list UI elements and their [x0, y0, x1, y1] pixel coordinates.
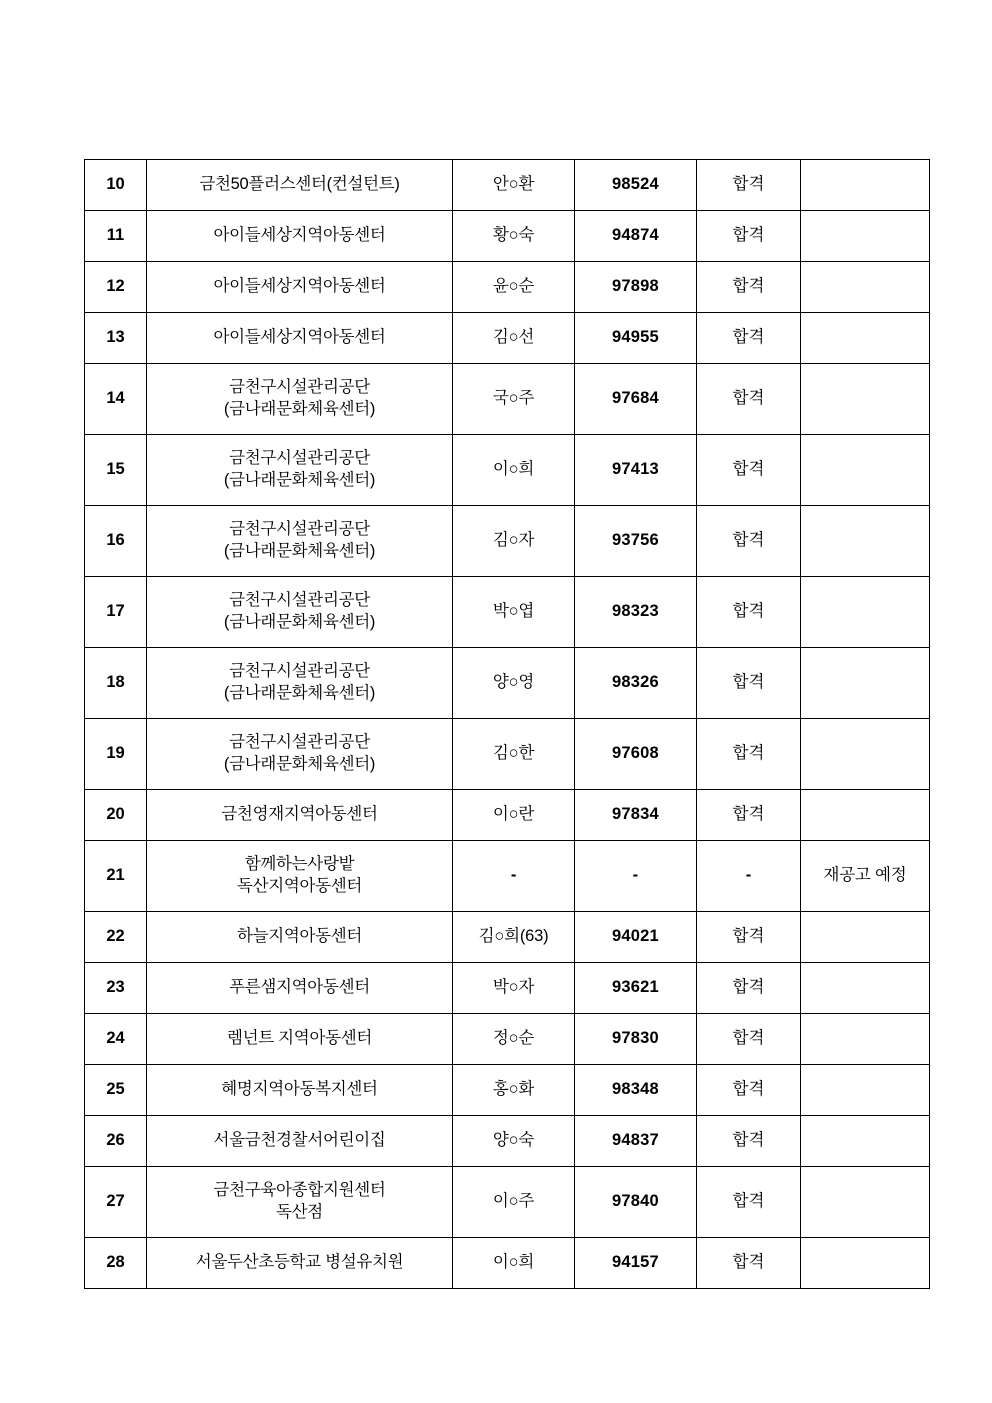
cell-code: 93621 — [575, 963, 697, 1014]
cell-note — [801, 1238, 930, 1289]
cell-name: 박○엽 — [453, 577, 575, 648]
cell-result: 합격 — [697, 963, 801, 1014]
cell-name: 윤○순 — [453, 262, 575, 313]
cell-result: 합격 — [697, 1238, 801, 1289]
cell-no: 20 — [85, 790, 147, 841]
cell-code: 97834 — [575, 790, 697, 841]
table-row — [85, 841, 930, 912]
organization-line-1: 금천구시설관리공단 — [229, 591, 370, 610]
cell-name: 박○자 — [453, 963, 575, 1014]
cell-name: 김○희(63) — [453, 912, 575, 963]
cell-result: 합격 — [697, 364, 801, 435]
organization-line-2: (금나래문화체육센터) — [223, 613, 376, 631]
cell-note — [801, 1014, 930, 1065]
table-row — [85, 1167, 930, 1238]
cell-note — [801, 435, 930, 506]
organization-line-2: 독산점 — [276, 1203, 323, 1221]
cell-no: 16 — [85, 506, 147, 577]
cell-name: 이○주 — [453, 1167, 575, 1238]
cell-organization — [147, 841, 453, 912]
cell-note — [801, 790, 930, 841]
organization-line-1: 금천구시설관리공단 — [229, 520, 370, 539]
cell-code: 97898 — [575, 262, 697, 313]
cell-organization: 하늘지역아동센터 — [147, 912, 453, 963]
table-row — [85, 648, 930, 719]
organization-line-2: (금나래문화체육센터) — [223, 684, 376, 702]
cell-code: - — [575, 841, 697, 912]
cell-no: 19 — [85, 719, 147, 790]
cell-organization: 아이들세상지역아동센터 — [147, 313, 453, 364]
table-row — [85, 211, 930, 262]
cell-name: 홍○화 — [453, 1065, 575, 1116]
results-table — [84, 159, 930, 1289]
cell-note — [801, 1065, 930, 1116]
cell-result: 합격 — [697, 313, 801, 364]
cell-name: 김○한 — [453, 719, 575, 790]
cell-result: 합격 — [697, 648, 801, 719]
cell-note — [801, 262, 930, 313]
cell-name: 정○순 — [453, 1014, 575, 1065]
cell-name: 황○숙 — [453, 211, 575, 262]
cell-code: 97840 — [575, 1167, 697, 1238]
organization-line-2: (금나래문화체육센터) — [223, 471, 376, 489]
cell-name: 김○선 — [453, 313, 575, 364]
cell-code: 98323 — [575, 577, 697, 648]
cell-organization: 금천영재지역아동센터 — [147, 790, 453, 841]
cell-code: 94837 — [575, 1116, 697, 1167]
cell-organization: 서울두산초등학교 병설유치원 — [147, 1238, 453, 1289]
table-row — [85, 1238, 930, 1289]
cell-no: 23 — [85, 963, 147, 1014]
cell-name: 이○란 — [453, 790, 575, 841]
cell-no: 26 — [85, 1116, 147, 1167]
cell-no: 13 — [85, 313, 147, 364]
cell-note — [801, 963, 930, 1014]
organization-line-2: (금나래문화체육센터) — [223, 400, 376, 418]
cell-result: 합격 — [697, 262, 801, 313]
cell-name: 김○자 — [453, 506, 575, 577]
table-row — [85, 262, 930, 313]
cell-no: 11 — [85, 211, 147, 262]
table-row — [85, 364, 930, 435]
cell-organization — [147, 506, 453, 577]
table-row — [85, 577, 930, 648]
cell-result: - — [697, 841, 801, 912]
cell-code: 97830 — [575, 1014, 697, 1065]
cell-note — [801, 577, 930, 648]
organization-line-1: 금천구시설관리공단 — [229, 662, 370, 681]
cell-result: 합격 — [697, 577, 801, 648]
cell-organization — [147, 364, 453, 435]
cell-note — [801, 160, 930, 211]
organization-line-2: (금나래문화체육센터) — [223, 755, 376, 773]
cell-no: 17 — [85, 577, 147, 648]
cell-result: 합격 — [697, 1065, 801, 1116]
table-row — [85, 1065, 930, 1116]
cell-result: 합격 — [697, 1167, 801, 1238]
cell-no: 10 — [85, 160, 147, 211]
results-table-container — [84, 159, 929, 1289]
cell-note — [801, 364, 930, 435]
cell-result: 합격 — [697, 211, 801, 262]
cell-note — [801, 912, 930, 963]
cell-organization: 아이들세상지역아동센터 — [147, 262, 453, 313]
cell-organization: 금천50플러스센터(컨설턴트) — [147, 160, 453, 211]
cell-result: 합격 — [697, 1116, 801, 1167]
table-row — [85, 435, 930, 506]
cell-note — [801, 313, 930, 364]
organization-line-1: 금천구시설관리공단 — [229, 378, 370, 397]
cell-code: 93756 — [575, 506, 697, 577]
organization-line-1: 금천구시설관리공단 — [229, 733, 370, 752]
cell-no: 14 — [85, 364, 147, 435]
cell-note — [801, 506, 930, 577]
table-row — [85, 1014, 930, 1065]
cell-organization — [147, 1167, 453, 1238]
cell-code: 94874 — [575, 211, 697, 262]
cell-result: 합격 — [697, 719, 801, 790]
cell-name: 이○희 — [453, 1238, 575, 1289]
cell-organization: 서울금천경찰서어린이집 — [147, 1116, 453, 1167]
table-row — [85, 506, 930, 577]
table-row — [85, 160, 930, 211]
cell-note — [801, 648, 930, 719]
cell-code: 98524 — [575, 160, 697, 211]
table-row — [85, 313, 930, 364]
cell-organization — [147, 577, 453, 648]
cell-code: 97608 — [575, 719, 697, 790]
cell-code: 94021 — [575, 912, 697, 963]
cell-no: 24 — [85, 1014, 147, 1065]
cell-note — [801, 1116, 930, 1167]
table-row — [85, 963, 930, 1014]
table-row — [85, 719, 930, 790]
cell-code: 94157 — [575, 1238, 697, 1289]
cell-no: 15 — [85, 435, 147, 506]
table-row — [85, 790, 930, 841]
cell-organization: 혜명지역아동복지센터 — [147, 1065, 453, 1116]
organization-line-1: 금천구시설관리공단 — [229, 449, 370, 468]
cell-organization: 렘넌트 지역아동센터 — [147, 1014, 453, 1065]
cell-no: 25 — [85, 1065, 147, 1116]
cell-code: 94955 — [575, 313, 697, 364]
cell-code: 98326 — [575, 648, 697, 719]
cell-no: 12 — [85, 262, 147, 313]
cell-organization: 아이들세상지역아동센터 — [147, 211, 453, 262]
cell-name: 국○주 — [453, 364, 575, 435]
cell-note: 재공고 예정 — [801, 841, 930, 912]
results-table-body — [85, 160, 930, 1289]
cell-code: 97684 — [575, 364, 697, 435]
cell-result: 합격 — [697, 435, 801, 506]
organization-line-1: 함께하는사랑밭 — [244, 855, 355, 874]
cell-organization — [147, 648, 453, 719]
cell-no: 22 — [85, 912, 147, 963]
cell-result: 합격 — [697, 160, 801, 211]
cell-name: 양○숙 — [453, 1116, 575, 1167]
cell-no: 21 — [85, 841, 147, 912]
cell-name: 이○희 — [453, 435, 575, 506]
cell-result: 합격 — [697, 790, 801, 841]
cell-result: 합격 — [697, 1014, 801, 1065]
cell-name: - — [453, 841, 575, 912]
cell-no: 27 — [85, 1167, 147, 1238]
cell-organization: 푸른샘지역아동센터 — [147, 963, 453, 1014]
cell-organization — [147, 435, 453, 506]
cell-no: 28 — [85, 1238, 147, 1289]
cell-name: 안○환 — [453, 160, 575, 211]
table-row — [85, 912, 930, 963]
cell-name: 양○영 — [453, 648, 575, 719]
cell-note — [801, 1167, 930, 1238]
table-row — [85, 1116, 930, 1167]
cell-result: 합격 — [697, 912, 801, 963]
organization-line-1: 금천구육아종합지원센터 — [213, 1181, 386, 1200]
cell-code: 98348 — [575, 1065, 697, 1116]
organization-line-2: (금나래문화체육센터) — [223, 542, 376, 560]
cell-code: 97413 — [575, 435, 697, 506]
cell-note — [801, 211, 930, 262]
organization-line-2: 독산지역아동센터 — [236, 877, 363, 895]
cell-result: 합격 — [697, 506, 801, 577]
cell-note — [801, 719, 930, 790]
cell-organization — [147, 719, 453, 790]
cell-no: 18 — [85, 648, 147, 719]
